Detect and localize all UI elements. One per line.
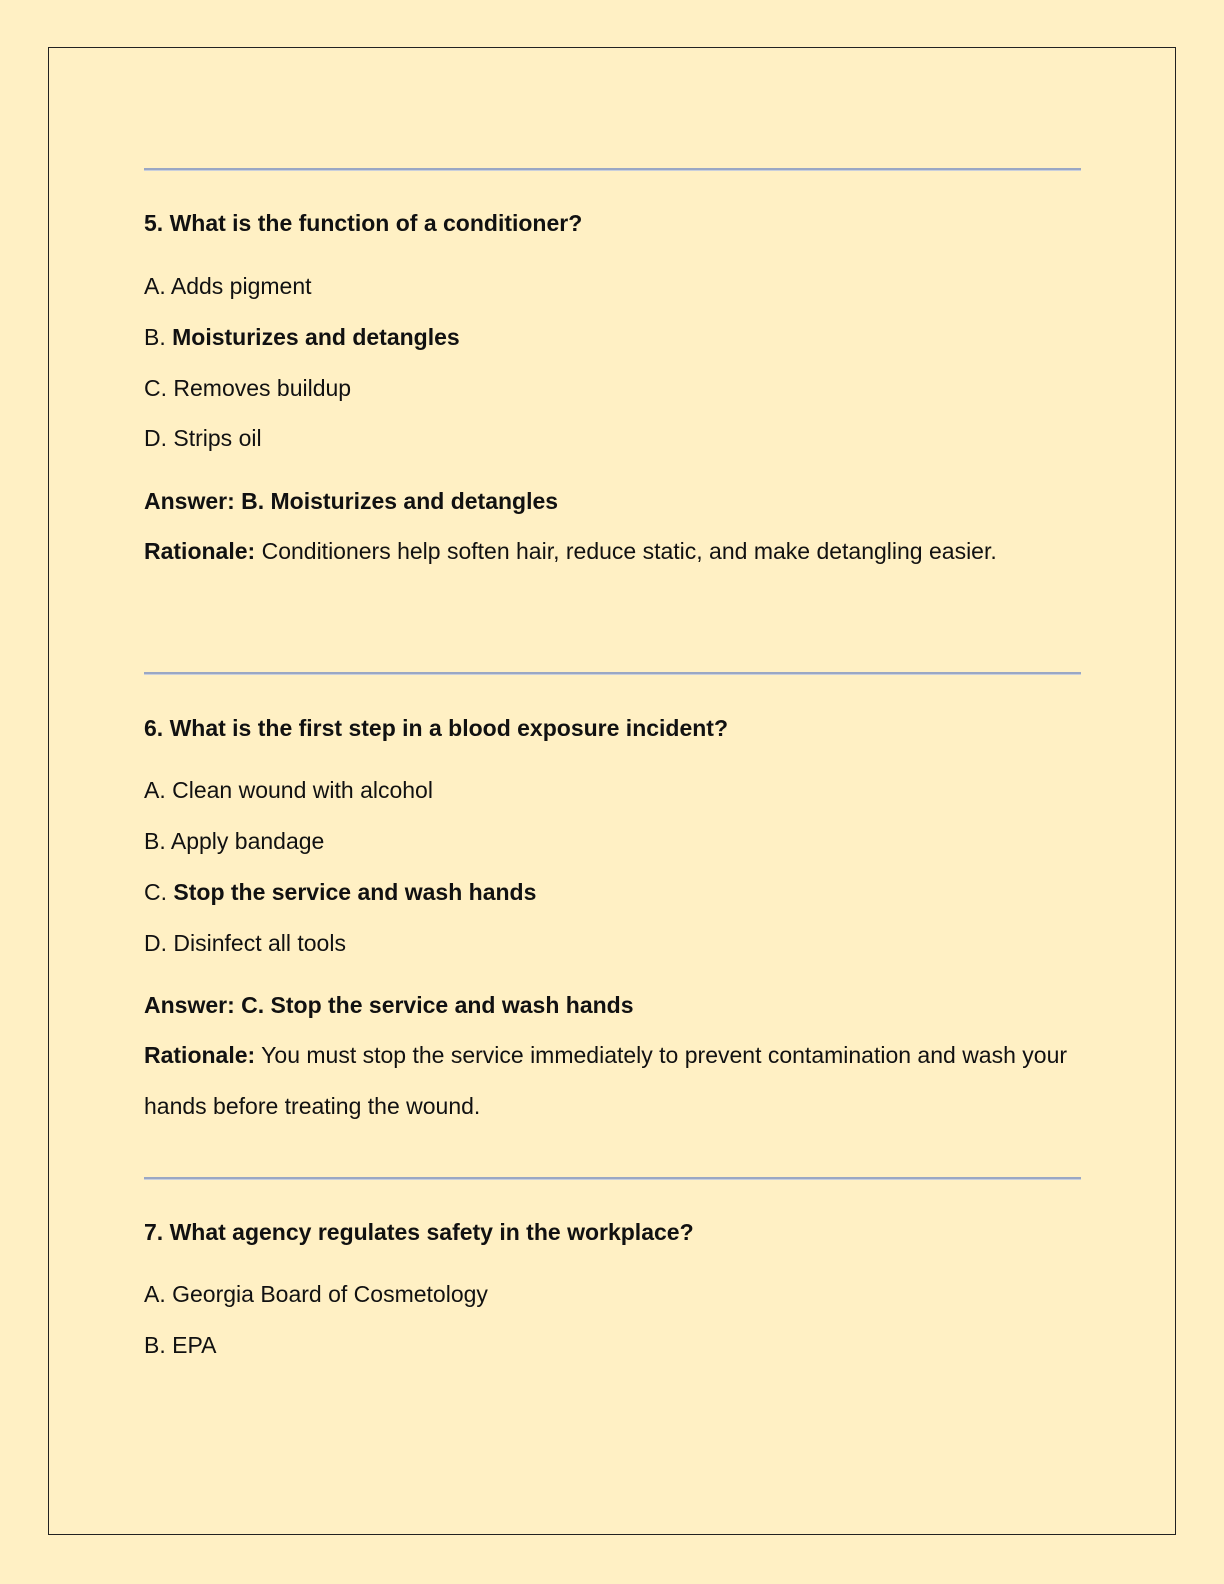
question-title: 7. What agency regulates safety in the workplace? (144, 1219, 694, 1245)
option-c (144, 373, 351, 403)
question-title: 6. What is the first step in a blood exposure incident? (144, 715, 729, 741)
option-letter: D. (144, 425, 167, 451)
option-letter: B. (144, 828, 166, 854)
rationale-text: Conditioners help soften hair, reduce static, and make detangling easier. (261, 538, 997, 564)
rationale-label: Rationale: (144, 1042, 256, 1068)
option-text: Removes buildup (173, 375, 352, 401)
rationale-label: Rationale: (144, 538, 256, 564)
option-a (144, 775, 433, 805)
option-text: Georgia Board of Cosmetology (172, 1281, 488, 1307)
option-letter: C. (144, 375, 167, 401)
option-text: EPA (172, 1332, 217, 1358)
option-d (144, 928, 346, 958)
option-c (144, 877, 536, 907)
option-text-correct: Moisturizes and detangles (172, 324, 460, 350)
option-text-correct: Stop the service and wash hands (173, 879, 537, 905)
option-letter: B. (144, 324, 166, 350)
option-letter: A. (144, 777, 166, 803)
option-text: Apply bandage (170, 828, 325, 854)
option-a (144, 1279, 488, 1309)
rationale (144, 526, 1080, 577)
answer-line: Answer: C. Stop the service and wash hands (144, 992, 634, 1018)
rationale (144, 1030, 1080, 1132)
option-d (144, 423, 262, 453)
option-text: Adds pigment (170, 273, 312, 299)
option-b (144, 826, 324, 856)
option-b (144, 1330, 216, 1360)
option-text: Disinfect all tools (173, 930, 346, 956)
answer-line: Answer: B. Moisturizes and detangles (144, 488, 559, 514)
option-letter: B. (144, 1332, 166, 1358)
option-text: Clean wound with alcohol (172, 777, 433, 803)
option-letter: D. (144, 930, 167, 956)
section-divider (144, 1177, 1081, 1179)
option-letter: A. (144, 1281, 166, 1307)
option-letter: A. (144, 273, 166, 299)
option-letter: C. (144, 879, 167, 905)
option-b (144, 322, 460, 352)
section-divider (144, 672, 1081, 674)
option-text: Strips oil (173, 425, 262, 451)
option-a (144, 271, 312, 301)
rationale-text: You must stop the service immediately to prevent contamination and wash your hands before treating the wound. (144, 1042, 1068, 1119)
section-divider (144, 168, 1081, 170)
question-title: 5. What is the function of a conditioner? (144, 210, 583, 236)
